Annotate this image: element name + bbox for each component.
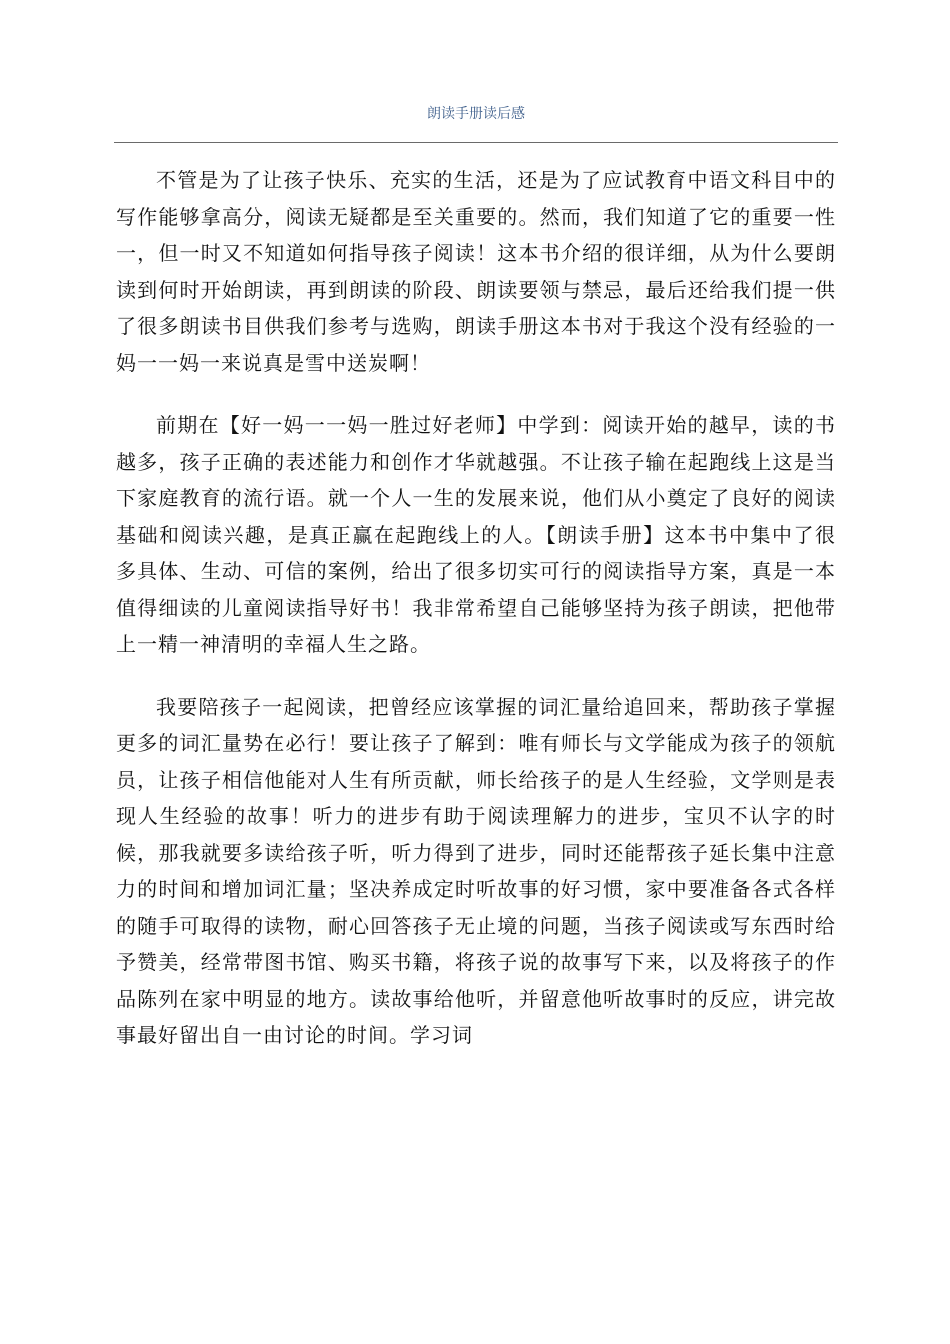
article-body [116, 162, 836, 1054]
header-divider [114, 142, 838, 143]
paragraph: 不管是为了让孩子快乐、充实的生活，还是为了应试教育中语文科目中的写作能够拿高分，阅读无疑都是至关重要的。然而，我们知道了它的重要一性一，但一时又不知道如何指导孩子阅读！这本书介绍的很详细，从为什么要朗读到何时开始朗读，再到朗读的阶段、朗读要领与禁忌，最后还给我们提一供了很多朗读书目供我们参考与选购，朗读手册这本书对于我这个没有经验的一妈一一妈一来说真是雪中送炭啊！ [116, 168, 836, 375]
paragraph: 前期在【好一妈一一妈一胜过好老师】中学到：阅读开始的越早，读的书越多，孩子正确的表述能力和创作才华就越强。不让孩子输在起跑线上这是当下家庭教育的流行语。就一个人一生的发展来说，他们从小奠定了良好的阅读基础和阅读兴趣，是真正赢在起跑线上的人。【朗读手册】这本书中集中了很多具体、生动、可信的案例，给出了很多切实可行的阅读指导方案，真是一本值得细读的儿童阅读指导好书！我非常希望自己能够坚持为孩子朗读，把他带上一精一神清明的幸福人生之路。 [116, 413, 836, 656]
paragraph: 我要陪孩子一起阅读，把曾经应该掌握的词汇量给追回来，帮助孩子掌握更多的词汇量势在必行！要让孩子了解到：唯有师长与文学能成为孩子的领航员，让孩子相信他能对人生有所贡献，师长给孩子的是人生经验，文学则是表现人生经验的故事！听力的进步有助于阅读理解力的进步，宝贝不认字的时候，那我就要多读给孩子听，听力得到了进步，同时还能帮孩子延长集中注意力的时间和增加词汇量；坚决养成定时听故事的好习惯，家中要准备各式各样的随手可取得的读物，耐心回答孩子无止境的问题，当孩子阅读或写东西时给予赞美，经常带图书馆、购买书籍，将孩子说的故事写下来，以及将孩子的作品陈列在家中明显的地方。读故事给他听，并留意他听故事时的反应，讲完故事最好留出自一由讨论的时间。学习词 [116, 694, 836, 1047]
page-header-title: 朗读手册读后感 [427, 106, 525, 122]
